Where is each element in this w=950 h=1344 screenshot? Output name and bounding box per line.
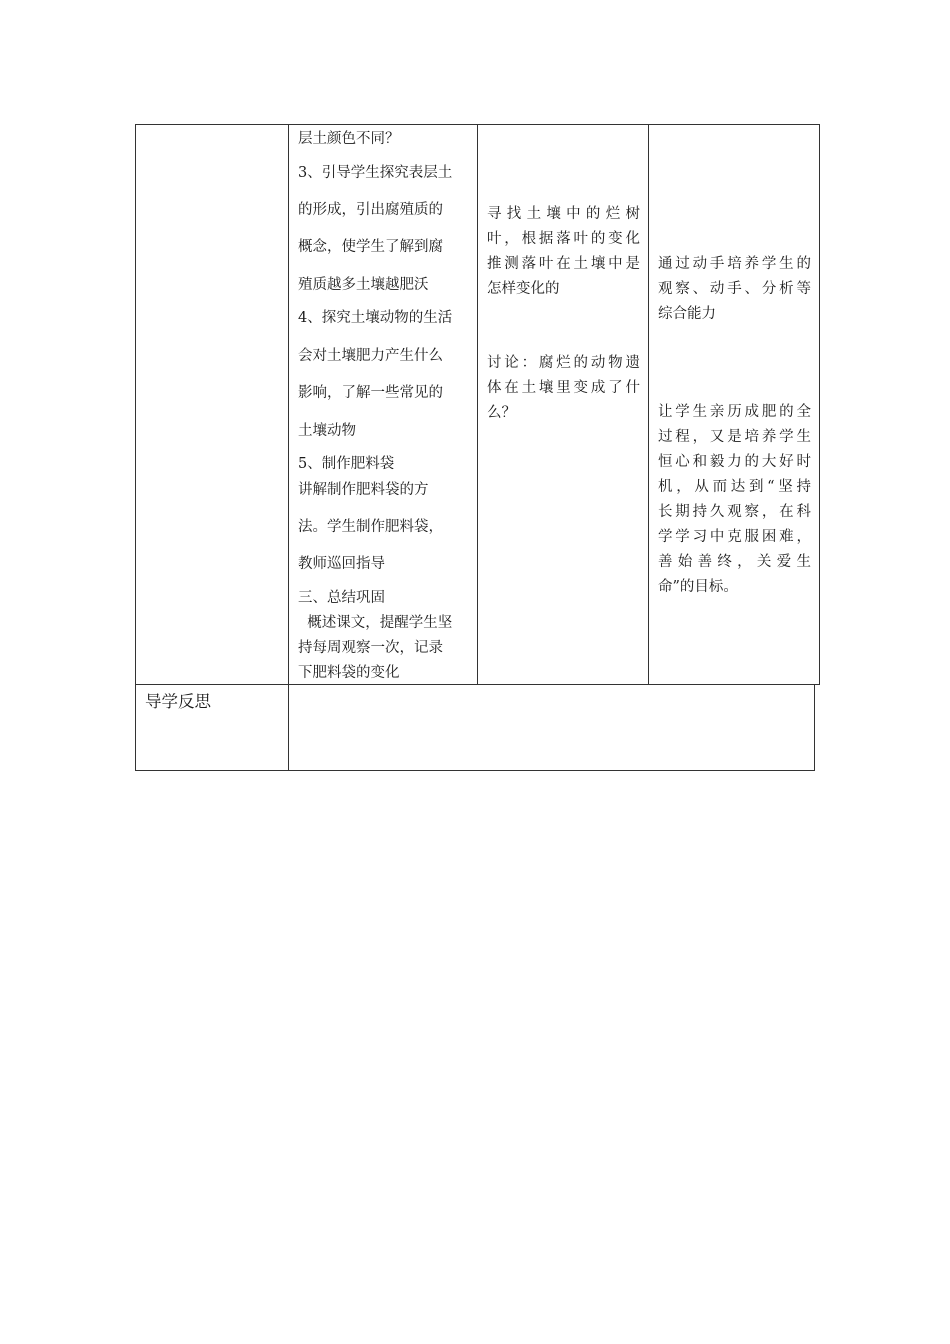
intent-line: 让学生亲历成肥的全 [658, 404, 811, 420]
process-line: 概述课文，提醒学生坚 [298, 615, 453, 631]
design-intent-1 [658, 252, 811, 327]
activity-line: 推测落叶在土壤中是 [487, 256, 640, 272]
intent-line: 通过动手培养学生的 [658, 256, 811, 272]
intent-line: 长期持久观察，在科 [658, 504, 811, 520]
design-intent-2 [658, 400, 811, 600]
intent-line: 机，从而达到“坚持 [658, 479, 811, 495]
table-right-border-bottom [814, 684, 815, 771]
table-bottom-border [135, 770, 815, 771]
table-col-divider-3 [648, 124, 649, 685]
activity-line: 讨论：腐烂的动物遗 [487, 355, 640, 371]
intent-line: 命”的目标。 [658, 579, 738, 595]
process-line: 法。学生制作肥料袋， [298, 519, 443, 535]
process-line: 3、引导学生探究表层土 [298, 165, 453, 181]
activity-line: 体在土壤里变成了什 [487, 380, 640, 396]
reflection-label: 导学反思 [145, 692, 211, 711]
table-right-border-top [819, 124, 820, 685]
process-line: 下肥料袋的变化 [298, 665, 400, 681]
process-line: 教师巡回指导 [298, 556, 385, 572]
process-line: 三、总结巩固 [298, 590, 385, 606]
student-activity-2 [487, 351, 640, 426]
process-line: 的形成，引出腐殖质的 [298, 202, 443, 218]
intent-line: 恒心和毅力的大好时 [658, 454, 811, 470]
activity-line: 叶，根据落叶的变化 [487, 231, 640, 247]
table-col-divider-2 [477, 124, 478, 685]
process-line: 殖质越多土壤越肥沃 [298, 277, 429, 293]
activity-line: 么？ [487, 405, 516, 421]
intent-line: 综合能力 [658, 306, 716, 322]
table-col-divider-1 [288, 124, 289, 771]
process-line: 持每周观察一次，记录 [298, 640, 443, 656]
process-line: 土壤动物 [298, 423, 356, 439]
activity-line: 怎样变化的 [487, 281, 560, 297]
intent-line: 观察、动手、分析等 [658, 281, 811, 297]
intent-line: 过程，又是培养学生 [658, 429, 811, 445]
process-line: 5、制作肥料袋 [298, 456, 395, 472]
table-left-border [135, 124, 136, 771]
process-line: 概念，使学生了解到腐 [298, 239, 443, 255]
process-line: 4、探究土壤动物的生活 [298, 310, 453, 326]
activity-line: 寻找土壤中的烂树 [487, 206, 640, 222]
process-line: 会对土壤肥力产生什么 [298, 348, 443, 364]
intent-line: 善始善终，关爱生 [658, 554, 811, 570]
process-line: 影响，了解一些常见的 [298, 385, 443, 401]
intent-line: 学学习中克服困难， [658, 529, 811, 545]
student-activity-1 [487, 202, 640, 302]
process-line: 层土颜色不同？ [298, 131, 400, 147]
process-line: 讲解制作肥料袋的方 [298, 482, 429, 498]
reflection-content[interactable] [298, 692, 808, 764]
